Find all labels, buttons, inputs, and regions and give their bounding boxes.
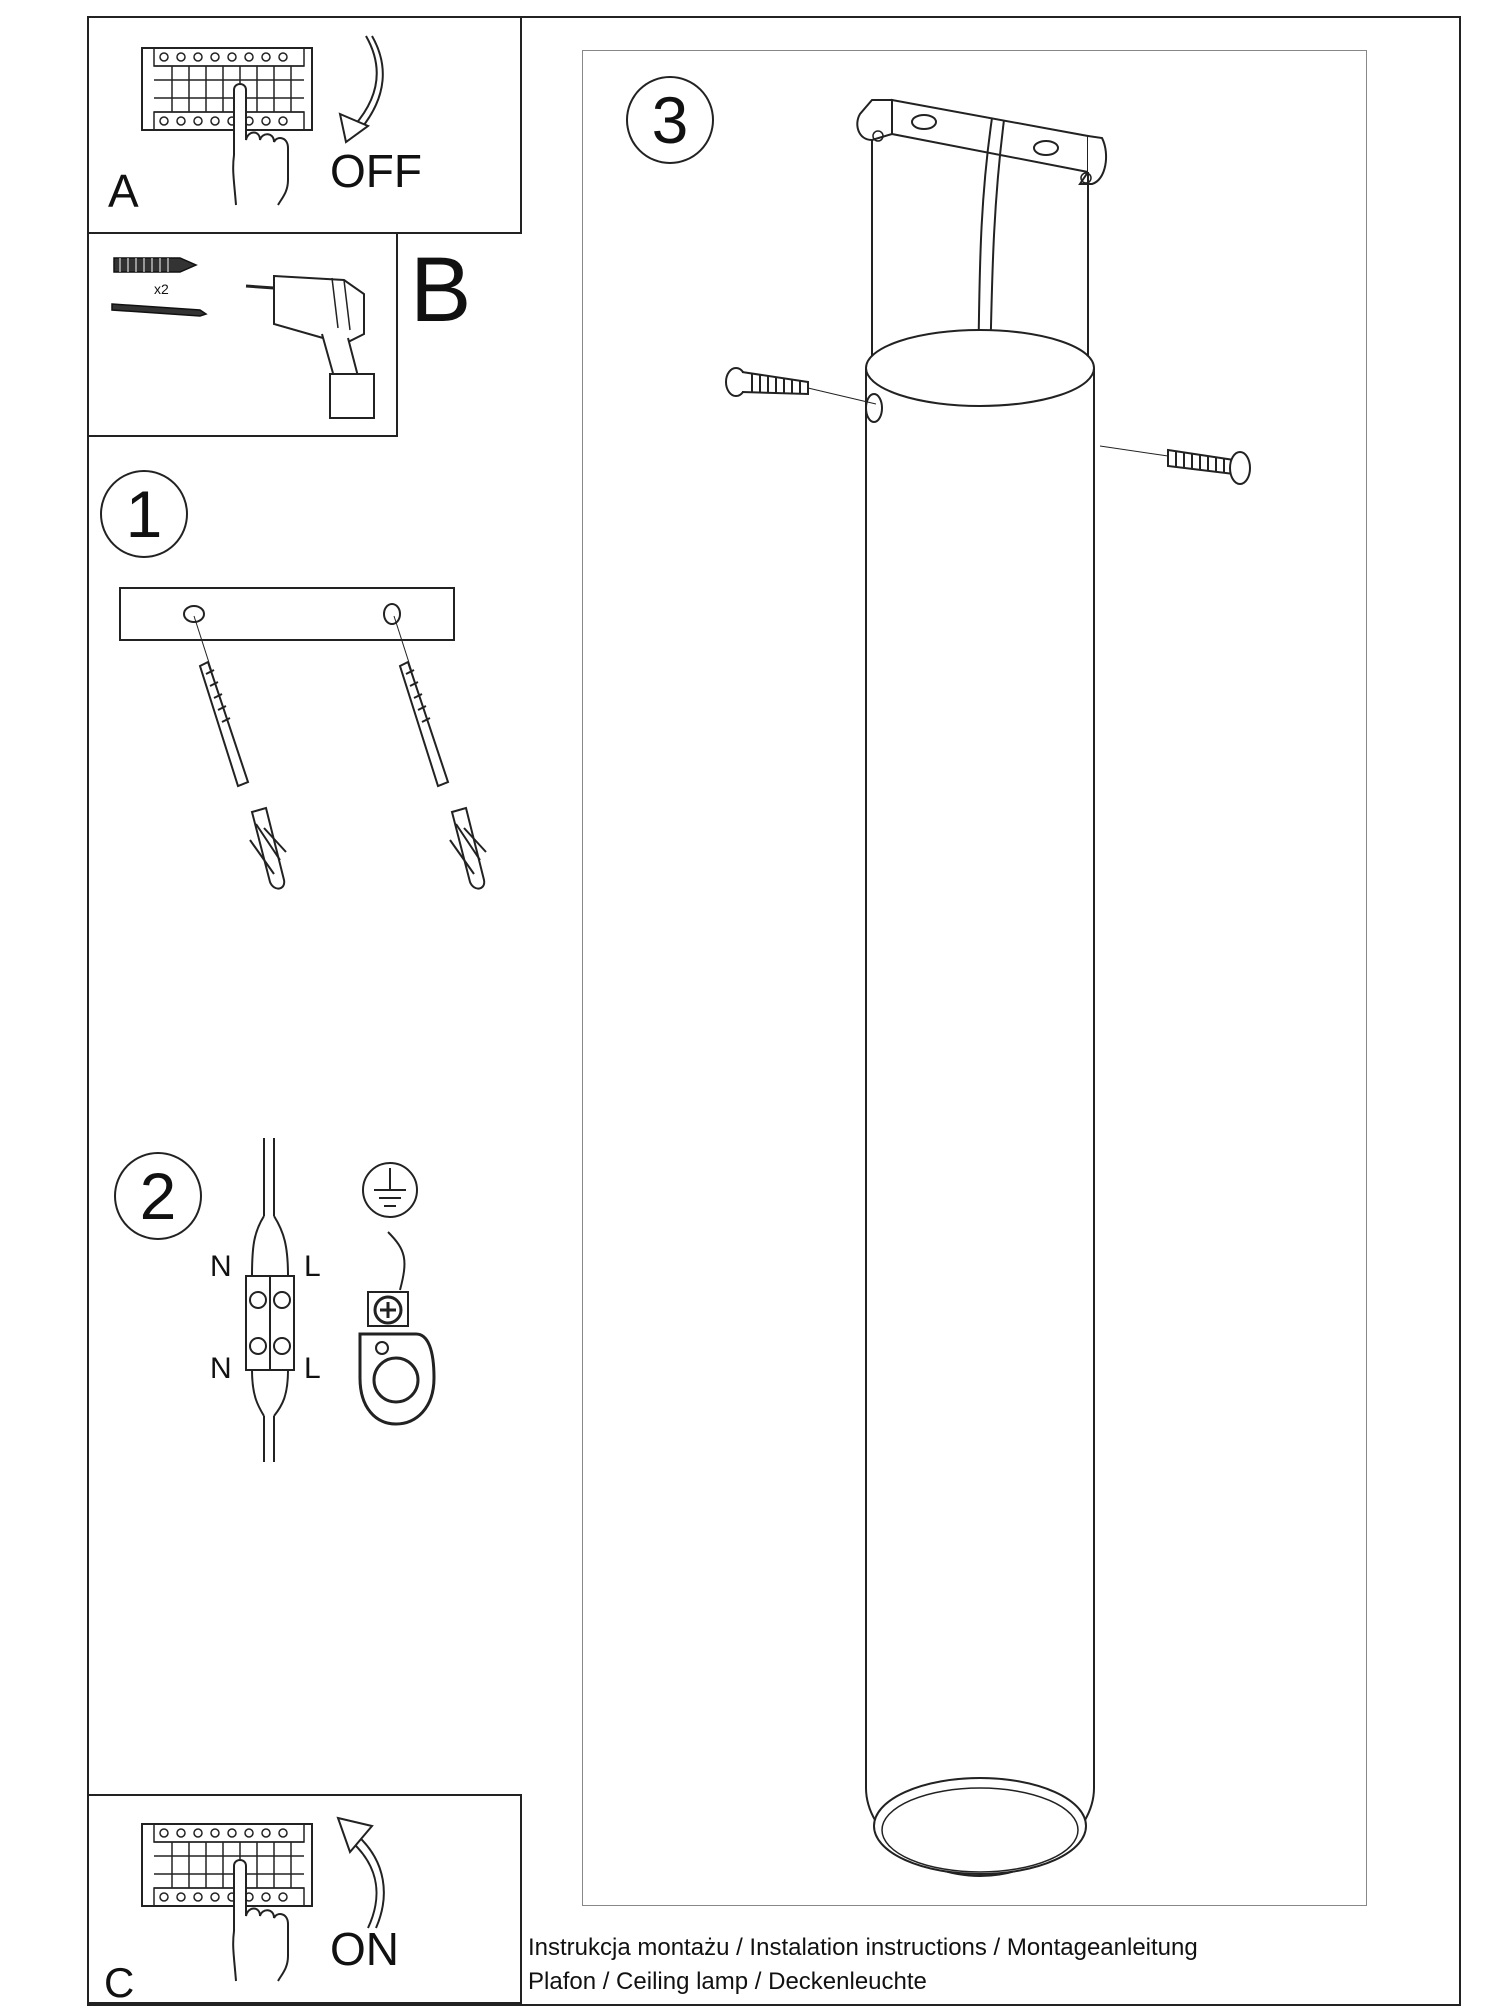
terminal-block-icon xyxy=(240,1136,300,1466)
wire-label-bottom-left: N xyxy=(210,1352,232,1385)
wall-plug-icon xyxy=(190,612,330,892)
footer-title: Instrukcja montażu / Instalation instructions / Montageanleitung xyxy=(528,1934,1198,1961)
wall-plug-icon xyxy=(390,612,530,892)
drill-icon xyxy=(244,264,384,424)
step-3-number: 3 xyxy=(626,76,714,164)
wire-label-bottom-right: L xyxy=(304,1352,321,1385)
arrow-up-icon xyxy=(336,1812,396,1932)
mounting-bracket-icon xyxy=(850,94,1110,368)
panel-b-quantity: x2 xyxy=(154,281,169,297)
hand-icon xyxy=(226,80,296,210)
lamp-tube-icon xyxy=(860,328,1100,1888)
ground-terminal-icon xyxy=(356,1230,436,1430)
step-2-number: 2 xyxy=(114,1152,202,1240)
panel-a-label: A xyxy=(108,165,139,217)
screw-icon xyxy=(1098,440,1258,490)
panel-b-label: B xyxy=(410,239,472,341)
panel-c-label: C xyxy=(104,1959,135,2006)
screw-icon xyxy=(110,296,210,320)
panel-a-action: OFF xyxy=(330,145,422,197)
wire-label-top-left: N xyxy=(210,1250,232,1283)
footer-subtitle: Plafon / Ceiling lamp / Deckenleuchte xyxy=(528,1968,927,1995)
wall-plug-icon xyxy=(110,252,200,278)
step-1-number: 1 xyxy=(100,470,188,558)
panel-c-action: ON xyxy=(330,1923,399,1975)
hand-icon xyxy=(226,1856,296,1986)
ground-symbol-icon xyxy=(360,1160,420,1220)
arrow-down-icon xyxy=(330,34,390,144)
wire-label-top-right: L xyxy=(304,1250,321,1283)
screw-icon xyxy=(722,362,882,412)
